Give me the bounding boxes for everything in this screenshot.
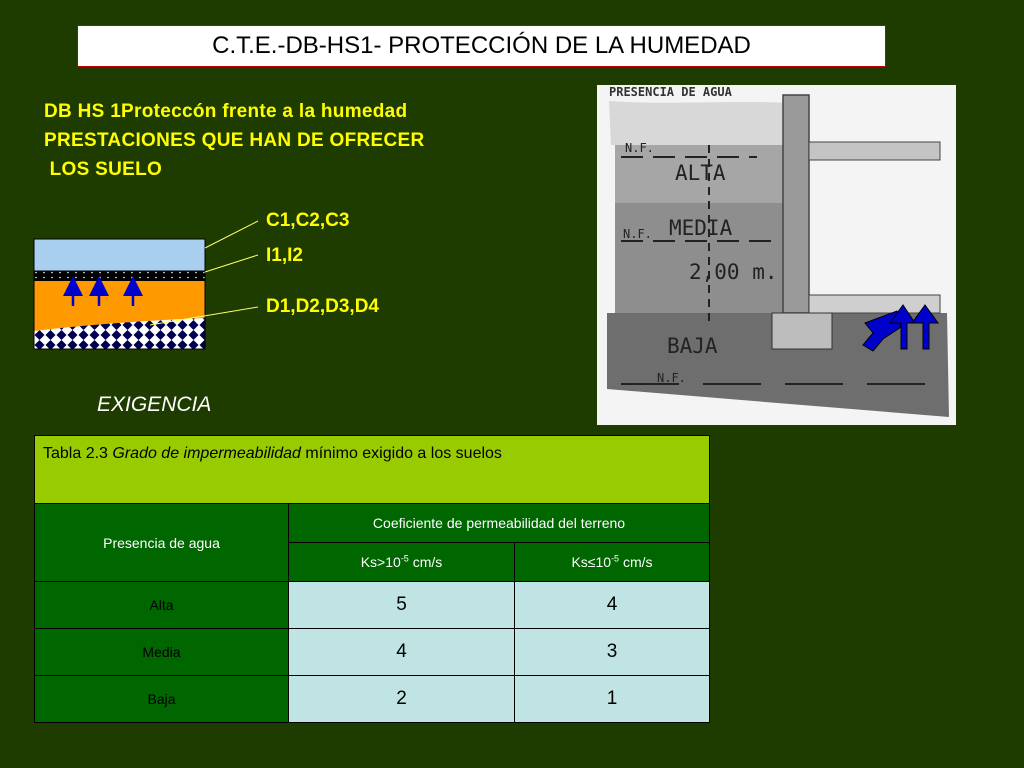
slide-title-text: C.T.E.-DB-HS1- PROTECCIÓN DE LA HUMEDAD	[212, 32, 751, 59]
impermeability-table	[34, 435, 710, 723]
header-ks-le: $Ks\le 10^{-5}$ cm/s	[515, 543, 710, 582]
cell-value: 4	[289, 629, 515, 676]
row-label: Baja	[35, 676, 289, 723]
heading-line-2: PRESTACIONES QUE HAN DE OFRECER	[44, 130, 425, 151]
leader-line-c	[205, 221, 258, 248]
level-media: MEDIA	[669, 216, 733, 240]
waterproof-layer	[34, 271, 205, 281]
sky-layer	[34, 239, 205, 271]
header-coefficient: Coeficiente de permeabilidad del terreno	[289, 504, 710, 543]
exigencia-heading: EXIGENCIA	[97, 393, 212, 416]
table-header-row	[35, 504, 710, 543]
level-alta: ALTA	[675, 161, 726, 185]
table-row	[35, 676, 710, 723]
row-label: Alta	[35, 582, 289, 629]
table-caption-row	[35, 436, 710, 504]
label-c: C1,C2,C3	[266, 210, 350, 231]
depth-label: 2,00 m.	[689, 260, 778, 284]
cell-value: 4	[515, 582, 710, 629]
nf-label-2: N.F.	[623, 227, 652, 241]
slab-top	[809, 142, 940, 160]
header-presence: Presencia de agua	[35, 504, 289, 582]
heading-line-1: DB HS 1Proteccón frente a la humedad	[44, 101, 408, 122]
cell-value: 3	[515, 629, 710, 676]
caption-italic: Grado de impermeabilidad	[112, 445, 301, 462]
water-presence-diagram	[597, 85, 956, 425]
wall	[783, 95, 809, 313]
footing	[772, 313, 832, 349]
floor-slab	[809, 295, 940, 313]
level-baja: BAJA	[667, 334, 718, 358]
water-diagram-title: PRESENCIA DE AGUA	[609, 85, 732, 99]
leader-line-i	[205, 255, 258, 272]
nf-label-3: N.F.	[657, 371, 686, 385]
label-i: I1,I2	[266, 245, 303, 266]
caption-prefix: Tabla 2.3	[43, 445, 113, 462]
cell-value: 5	[289, 582, 515, 629]
table-row	[35, 629, 710, 676]
cell-value: 1	[515, 676, 710, 723]
nf-label-1: N.F.	[625, 141, 654, 155]
table-caption	[35, 436, 710, 504]
cell-value: 2	[289, 676, 515, 723]
caption-suffix: mínimo exigido a los suelos	[300, 445, 502, 462]
table-row	[35, 582, 710, 629]
header-ks-gt: $Ks>10^{-5}$ cm/s	[289, 543, 515, 582]
row-label: Media	[35, 629, 289, 676]
heading-line-3: LOS SUELO	[44, 159, 163, 180]
label-d: D1,D2,D3,D4	[266, 296, 379, 317]
